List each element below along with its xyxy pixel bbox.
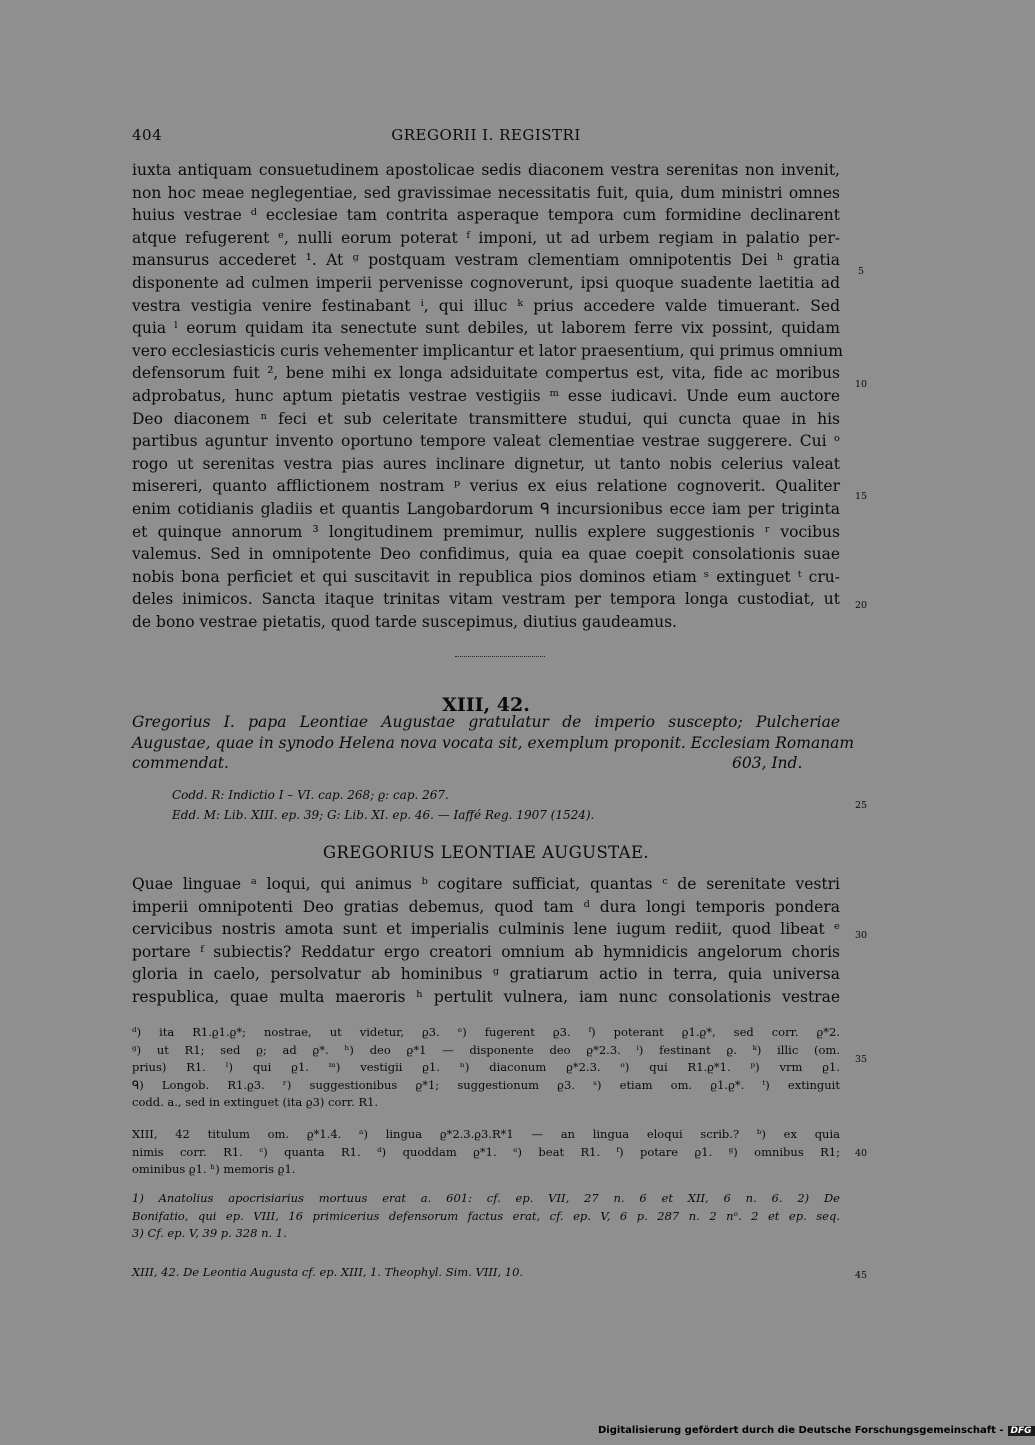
letter-addressee: GREGORIUS LEONTIAE AUGUSTAE. — [322, 843, 650, 862]
text-line: huius vestrae ᵈ ecclesiae tam contrita asperaque tempora cum formidine declinarent — [132, 206, 840, 225]
text-line: enim cotidianis gladiis et quantis Langobardorum ᑫ incursionibus ecce iam per triginta — [132, 499, 840, 518]
note-line: ᑫ) Longob. R1.ϱ3. ʳ) suggestionibus ϱ*1; suggestionum ϱ3. ˢ) etiam om. ϱ1.ϱ*. ᵗ) extinguit — [132, 1077, 840, 1092]
critical-apparatus-letter — [132, 1126, 840, 1179]
margin-line-number: 15 — [854, 491, 868, 502]
note-line: 1) Anatolius apocrisiarius mortuus erat a. 601: cf. ep. VII, 27 n. 6 et XII, 6 n. 6. 2) De — [132, 1191, 840, 1205]
text-line: deles inimicos. Sancta itaque trinitas vitam vestram per tempora longa custodiat, ut — [132, 590, 840, 609]
note-line: ᵈ) ita R1.ϱ1.ϱ*; nostrae, ut videtur, ϱ3. ᵉ) fugerent ϱ3. ᶠ) poterant ϱ1.ϱ*, sed corr. ϱ*2. — [132, 1025, 840, 1039]
historical-notes — [132, 1190, 840, 1243]
summary-line-text: commendat. — [132, 754, 229, 773]
codices-line: Codd. R: Indictio I – VI. cap. 268; ϱ: cap. 267. — [172, 788, 449, 802]
note-line: XIII, 42 titulum om. ϱ*1.4. ᵃ) lingua ϱ*2.3.ϱ3.R*1 — an lingua eloqui scrib.? ᵇ) ex quia — [132, 1127, 840, 1141]
margin-line-number: 30 — [854, 930, 868, 941]
text-line: et quinque annorum ³ longitudinem premimur, nullis explere suggestionis ʳ vocibus — [132, 522, 840, 541]
margin-line-number: 20 — [854, 600, 868, 611]
letter-summary — [132, 712, 855, 774]
text-line: iuxta antiquam consuetudinem apostolicae sedis diaconem vestra serenitas non invenit, — [132, 161, 840, 179]
margin-line-number: 40 — [854, 1148, 868, 1159]
page-number: 404 — [132, 126, 163, 144]
letter-number: XIII, 42. — [442, 694, 530, 716]
note-line: nimis corr. R1. ᶜ) quanta R1. ᵈ) quoddam ϱ*1. ᵉ) beat R1. ᶠ) potare ϱ1. ᵍ) omnibus R1; — [132, 1144, 840, 1159]
text-line: vestra vestigia venire festinabant ⁱ, qui illuc ᵏ prius accedere valde timuerant. Sed — [132, 296, 840, 315]
text-line: misereri, quanto afflictionem nostram ᵖ verius ex eius relatione cognoverit. Qualiter — [132, 477, 840, 496]
text-line: Quae linguae ᵃ loqui, qui animus ᵇ cogitare sufficiat, quantas ᶜ de serenitate vestri — [132, 875, 840, 893]
text-line: vero ecclesiasticis curis vehementer implicantur et lator praesentium, qui primus omnium — [132, 341, 843, 360]
margin-line-number: 25 — [854, 800, 868, 811]
dfg-logo: DFG — [1008, 1426, 1035, 1436]
margin-line-number: 35 — [854, 1054, 868, 1065]
running-header — [132, 126, 840, 146]
summary-line: Augustae, quae in synodo Helena nova vocata sit, exemplum proponit. Ecclesiam Romanam — [132, 733, 855, 752]
note-line: prius) R1. ˡ) qui ϱ1. ᵐ) vestigii ϱ1. ⁿ) diaconum ϱ*2.3. ᵒ) qui R1.ϱ*1. ᵖ) vrm ϱ1. — [132, 1060, 840, 1075]
text-line: quia ˡ eorum quidam ita senectute sunt debiles, ut laborem ferre vix possint, quidam — [132, 319, 840, 338]
text-line: cervicibus nostris amota sunt et imperialis culminis lene iugum rediit, quod libeat ᵉ — [132, 920, 840, 939]
text-line: non hoc meae neglegentiae, sed gravissimae necessitatis fuit, quia, dum ministri omnes — [132, 183, 840, 202]
text-line: defensorum fuit ², bene mihi ex longa adsiduitate compertus est, vita, fide ac moribus — [132, 364, 840, 383]
text-line: mansurus accederet ¹. At ᵍ postquam vestram clementiam omnipotentis Dei ʰ gratia — [132, 251, 840, 270]
running-title: GREGORII I. REGISTRI — [391, 126, 581, 144]
text-line: gloria in caelo, persolvatur ab hominibus ᵍ gratiarum actio in terra, quia universa — [132, 965, 840, 984]
digitization-credit — [598, 1425, 1035, 1436]
note-line: Bonifatio, qui ep. VIII, 16 primicerius defensorum factus erat, cf. ep. V, 6 p. 287 n. 2 nᵒ. 2 et ep. seq. — [132, 1208, 840, 1223]
text-line: imperii omnipotenti Deo gratias debemus, quod tam ᵈ dura longi temporis pondera — [132, 897, 840, 916]
text-line: portare ᶠ subiectis? Reddatur ergo creatori omnium ab hymnidicis angelorum choris — [132, 942, 840, 961]
note-line: ᵍ) ut R1; sed ϱ; ad ϱ*. ʰ) deo ϱ*1 — disponente deo ϱ*2.3. ⁱ) festinant ϱ. ᵏ) illic (om. — [132, 1042, 840, 1057]
text-line: rogo ut serenitas vestra pias aures inclinare dignetur, ut tanto nobis celerius valeat — [132, 454, 840, 473]
letter-note — [132, 1264, 840, 1282]
note-line: XIII, 42. De Leontia Augusta cf. ep. XIII, 1. Theophyl. Sim. VIII, 10. — [132, 1265, 524, 1279]
summary-line: Gregorius I. papa Leontiae Augustae gratulatur de imperio suscepto; Pulcheriae — [132, 713, 840, 731]
text-line: partibus aguntur invento oportuno tempore valeat clementiae vestrae suggerere. Cui ᵒ — [132, 432, 840, 451]
summary-line — [132, 753, 840, 774]
main-text — [132, 159, 843, 633]
text-line: de bono vestrae pietatis, quod tarde suscepimus, diutius gaudeamus. — [132, 612, 677, 631]
note-line: 3) Cf. ep. V, 39 p. 328 n. 1. — [132, 1226, 287, 1241]
note-line: ominibus ϱ1. ʰ) memoris ϱ1. — [132, 1162, 296, 1177]
editions-line: Edd. M: Lib. XIII. ep. 39; G: Lib. XI. ep. 46. — Iaffé Reg. 1907 (1524). — [172, 808, 595, 822]
margin-line-number: 10 — [854, 379, 868, 390]
margin-line-number: 45 — [854, 1270, 868, 1281]
text-line: atque refugerent ᵉ, nulli eorum poterat ᶠ imponi, ut ad urbem regiam in palatio per- — [132, 228, 840, 247]
text-line: respublica, quae multa maeroris ʰ pertulit vulnera, iam nunc consolationis vestrae — [132, 987, 840, 1006]
text-line: valemus. Sed in omnipotente Deo confidimus, quia ea quae coepit consolationis suae — [132, 545, 840, 564]
date-indiction: 603, Ind. — [732, 754, 803, 773]
margin-line-number: 5 — [857, 266, 865, 277]
text-line: adprobatus, hunc aptum pietatis vestrae vestigiis ᵐ esse iudicavi. Unde eum auctore — [132, 386, 840, 405]
text-line: disponente ad culmen imperii pervenisse cognoverunt, ipsi quoque suadente laetitia ad — [132, 273, 840, 292]
text-line: Deo diaconem ⁿ feci et sub celeritate transmittere studui, qui cuncta quae in his — [132, 409, 840, 428]
text-line: nobis bona perficiet et qui suscitavit in republica pios dominos etiam ˢ extinguet ᵗ cru- — [132, 567, 840, 586]
section-separator — [455, 656, 545, 659]
critical-apparatus-main — [132, 1024, 840, 1112]
letter-text — [132, 873, 840, 1009]
note-line: codd. a., sed in extinguet (ita ϱ3) corr. R1. — [132, 1095, 379, 1110]
credit-text: Digitalisierung gefördert durch die Deutsche Forschungsgemeinschaft - — [598, 1425, 1004, 1436]
